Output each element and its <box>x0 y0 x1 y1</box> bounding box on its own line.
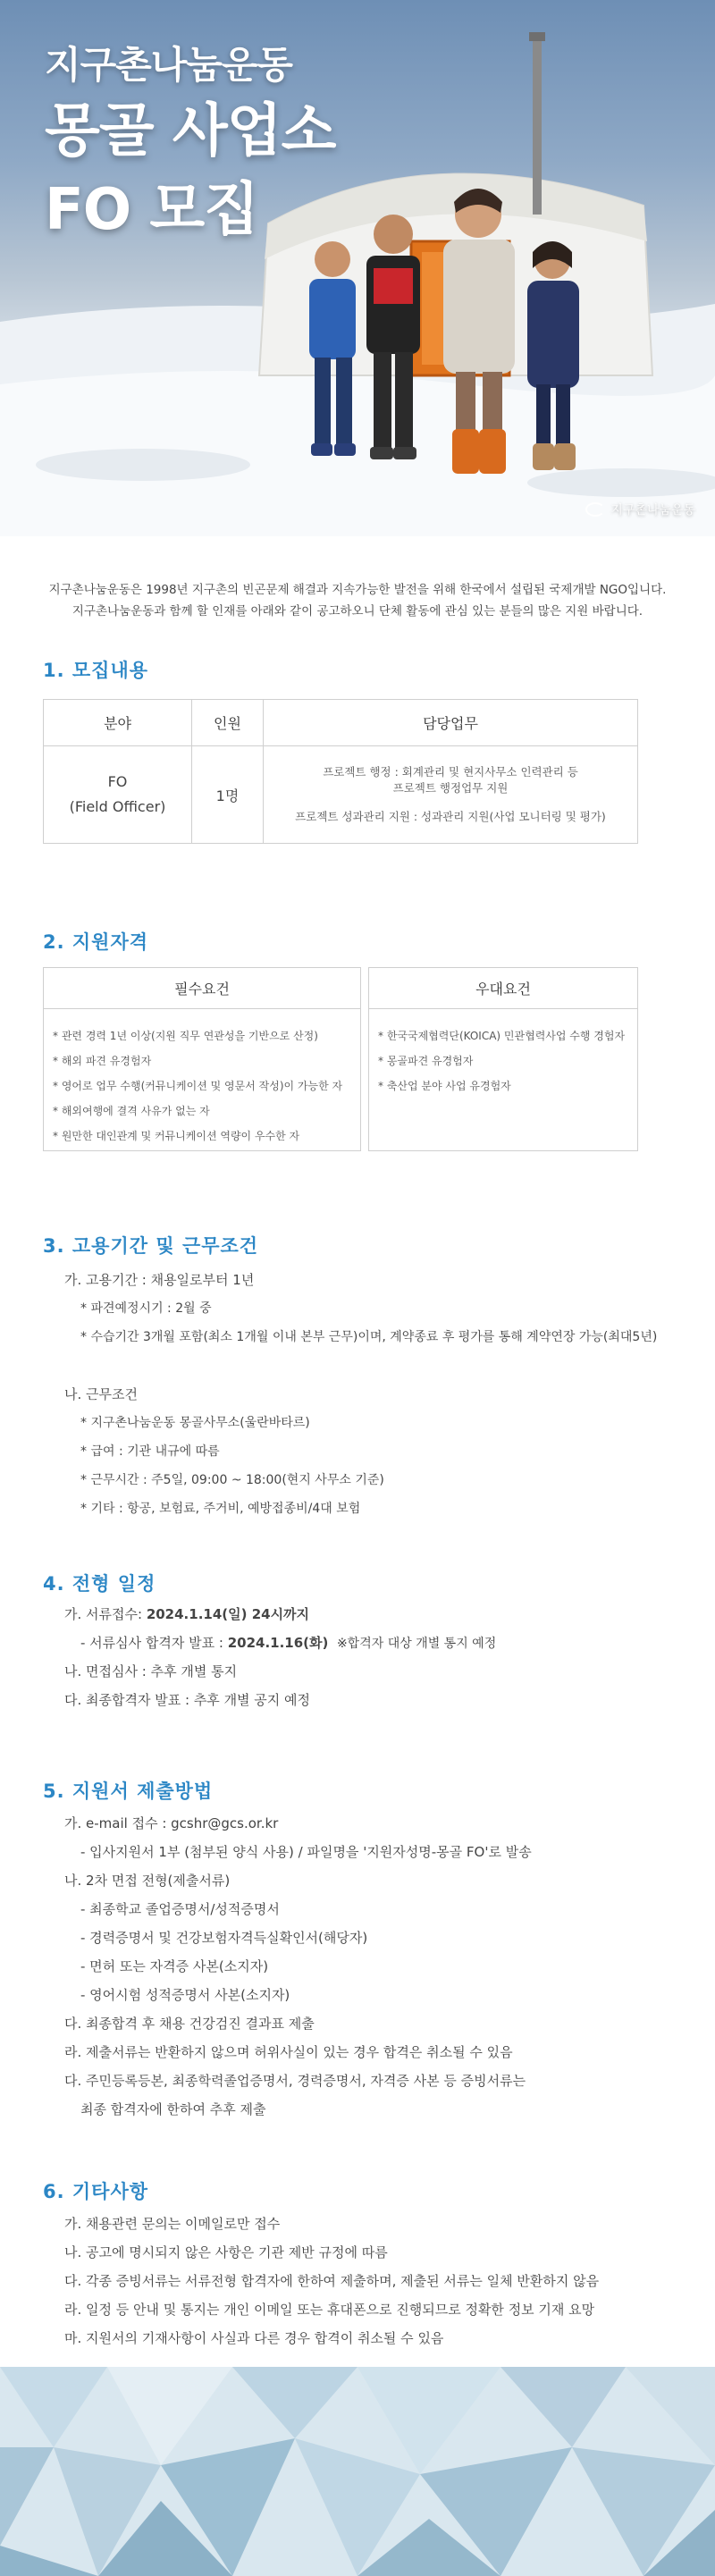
doc-graduation: - 최종학교 졸업증명서/성적증명서 <box>80 1901 280 1917</box>
header-field: 분야 <box>44 700 192 745</box>
hero-subtitle: 지구촌나눔운동 <box>45 43 293 87</box>
field-cell <box>44 746 192 843</box>
table-row <box>44 746 637 843</box>
section-heading-schedule: 4. 전형 일정 <box>43 1573 156 1595</box>
hero-banner <box>0 0 715 536</box>
application-deadline-label: 가. 서류접수: <box>64 1606 147 1622</box>
header-count: 인원 <box>192 700 264 745</box>
document-result <box>64 1629 496 1657</box>
field-name-en: (Field Officer) <box>69 798 166 815</box>
duty-1-line-1: 프로젝트 행정 : 회계관리 및 현지사무소 인력관리 등 <box>323 765 578 779</box>
decorative-polygon-band <box>0 2367 715 2576</box>
section-heading-qualifications: 2. 지원자격 <box>43 931 149 953</box>
second-interview: 나. 2차 면접 전형(제출서류) <box>64 1873 231 1889</box>
required-qualifications-box <box>43 967 361 1151</box>
table-header-row <box>44 700 637 746</box>
document-result-note: ※합격자 대상 개별 통지 예정 <box>336 1637 497 1651</box>
intro-line-2: 지구촌나눔운동과 함께 할 인재를 아래와 같이 공고하오니 단체 활동에 관심 있는 분들의 많은 지원 바랍니다. <box>72 604 644 619</box>
application-deadline-date: 2024.1.14(일) 24시까지 <box>146 1606 310 1622</box>
employment-details <box>64 1266 657 1523</box>
section-heading-etc: 6. 기타사항 <box>43 2181 149 2202</box>
count-cell: 1명 <box>192 746 264 843</box>
salary: * 급여 : 기관 내규에 따름 <box>80 1444 220 1459</box>
etc-cancel: 마. 지원서의 기재사항이 사실과 다른 경우 합격이 취소될 수 있음 <box>64 2330 444 2346</box>
employment-period: 가. 고용기간 : 채용일로부터 1년 <box>64 1272 255 1288</box>
duty-1-line-2: 프로젝트 행정업무 지원 <box>392 781 509 795</box>
final-announcement: 다. 최종합격자 발표 : 추후 개별 공지 예정 <box>64 1692 311 1708</box>
benefits: * 기타 : 항공, 보험료, 주거비, 예방접종비/4대 보험 <box>80 1502 361 1516</box>
health-check: 다. 최종합격 후 채용 건강검진 결과표 제출 <box>64 2016 315 2032</box>
doc-license: - 면허 또는 자격증 사본(소지자) <box>80 1958 269 1974</box>
required-title: 필수요건 <box>44 968 360 1009</box>
etc-details <box>64 2210 599 2353</box>
section-heading-employment: 3. 고용기간 및 근무조건 <box>43 1235 259 1257</box>
list-item: * 원만한 대인관계 및 커뮤니케이션 역량이 우수한 자 <box>53 1130 300 1142</box>
work-hours: * 근무시간 : 주5일, 09:00 ~ 18:00(현지 사무소 기준) <box>80 1473 384 1487</box>
evidence-docs: 다. 주민등록등본, 최종학력졸업증명서, 경력증명서, 자격증 사본 등 증빙서류는 <box>64 2073 526 2089</box>
document-result-label: - 서류심사 합격자 발표 : <box>80 1635 228 1651</box>
intro-text <box>0 579 715 622</box>
list-item: * 해외여행에 결격 사유가 없는 자 <box>53 1105 210 1117</box>
document-result-date: 2024.1.16(화) <box>227 1635 329 1651</box>
etc-documents: 다. 각종 증빙서류는 서류전형 합격자에 한하여 제출하며, 제출된 서류는 일체 반환하지 않음 <box>64 2273 600 2289</box>
preferred-title: 우대요건 <box>369 968 637 1009</box>
interview: 나. 면접심사 : 추후 개별 통지 <box>64 1663 238 1679</box>
application-deadline <box>64 1600 496 1629</box>
duty-cell <box>264 746 637 843</box>
dispatch-date: * 파견예정시기 : 2월 중 <box>80 1301 212 1316</box>
work-conditions: 나. 근무조건 <box>64 1386 138 1402</box>
list-item: * 영어로 업무 수행(커뮤니케이션 및 영문서 작성)이 가능한 자 <box>53 1080 343 1092</box>
header-duty: 담당업무 <box>423 715 478 732</box>
evidence-docs-cont: 최종 합격자에 한하여 추후 제출 <box>80 2101 266 2117</box>
preferred-qualifications-box <box>368 967 638 1151</box>
intro-line-1: 지구촌나눔운동은 1998년 지구촌의 빈곤문제 해결과 지속가능한 발전을 위해 한국에서 설립된 국제개발 NGO입니다. <box>48 583 667 597</box>
hero-title-line1: 몽골 사업소 <box>45 98 336 164</box>
no-return-note: 라. 제출서류는 반환하지 않으며 허위사실이 있는 경우 합격은 취소될 수 있음 <box>64 2044 513 2060</box>
probation-note: * 수습기간 3개월 포함(최소 1개월 이내 본부 근무)이며, 계약종료 후 평가를 통해 계약연장 가능(최대5년) <box>80 1330 658 1344</box>
work-location: * 지구촌나눔운동 몽골사무소(울란바타르) <box>80 1416 310 1430</box>
list-item: * 몽골파견 유경험자 <box>378 1055 474 1067</box>
etc-inquiry: 가. 채용관련 문의는 이메일로만 접수 <box>64 2216 281 2232</box>
etc-rules: 나. 공고에 명시되지 않은 사항은 기관 제반 규정에 따름 <box>64 2244 388 2260</box>
org-logo <box>585 501 695 518</box>
preferred-list <box>369 1009 637 1099</box>
list-item: * 관련 경력 1년 이상(지원 직무 연관성을 기반으로 산정) <box>53 1030 318 1042</box>
recruitment-table <box>43 699 638 844</box>
list-item: * 해외 파견 유경험자 <box>53 1055 152 1067</box>
section-heading-submission: 5. 지원서 제출방법 <box>43 1780 214 1802</box>
field-name: FO <box>107 773 128 790</box>
required-list <box>44 1009 360 1149</box>
doc-career: - 경력증명서 및 건강보험자격득실확인서(해당자) <box>80 1930 368 1946</box>
org-logo-icon <box>585 502 605 517</box>
duty-2: 프로젝트 성과관리 지원 : 성과관리 지원(사업 모니터링 및 평가) <box>295 810 606 823</box>
application-form-note: - 입사지원서 1부 (첨부된 양식 사용) / 파일명을 '지원자성명-몽골 FO'로 발송 <box>80 1844 532 1860</box>
list-item: * 축산업 분야 사업 유경험자 <box>378 1080 511 1092</box>
hero-title-line2: FO 모집 <box>45 177 259 243</box>
email-submission: 가. e-mail 접수 : gcshr@gcs.or.kr <box>64 1815 279 1831</box>
schedule-details <box>64 1600 496 1714</box>
list-item: * 한국국제협력단(KOICA) 민관협력사업 수행 경험자 <box>378 1030 626 1042</box>
doc-english: - 영어시험 성적증명서 사본(소지자) <box>80 1987 290 2003</box>
submission-details <box>64 1809 532 2124</box>
etc-notice: 라. 일정 등 안내 및 통지는 개인 이메일 또는 휴대폰으로 진행되므로 정확한 정보 기재 요망 <box>64 2302 595 2318</box>
hero-title-block <box>45 36 335 247</box>
org-logo-text: 지구촌나눔운동 <box>610 503 695 518</box>
section-heading-recruitment: 1. 모집내용 <box>43 660 149 681</box>
